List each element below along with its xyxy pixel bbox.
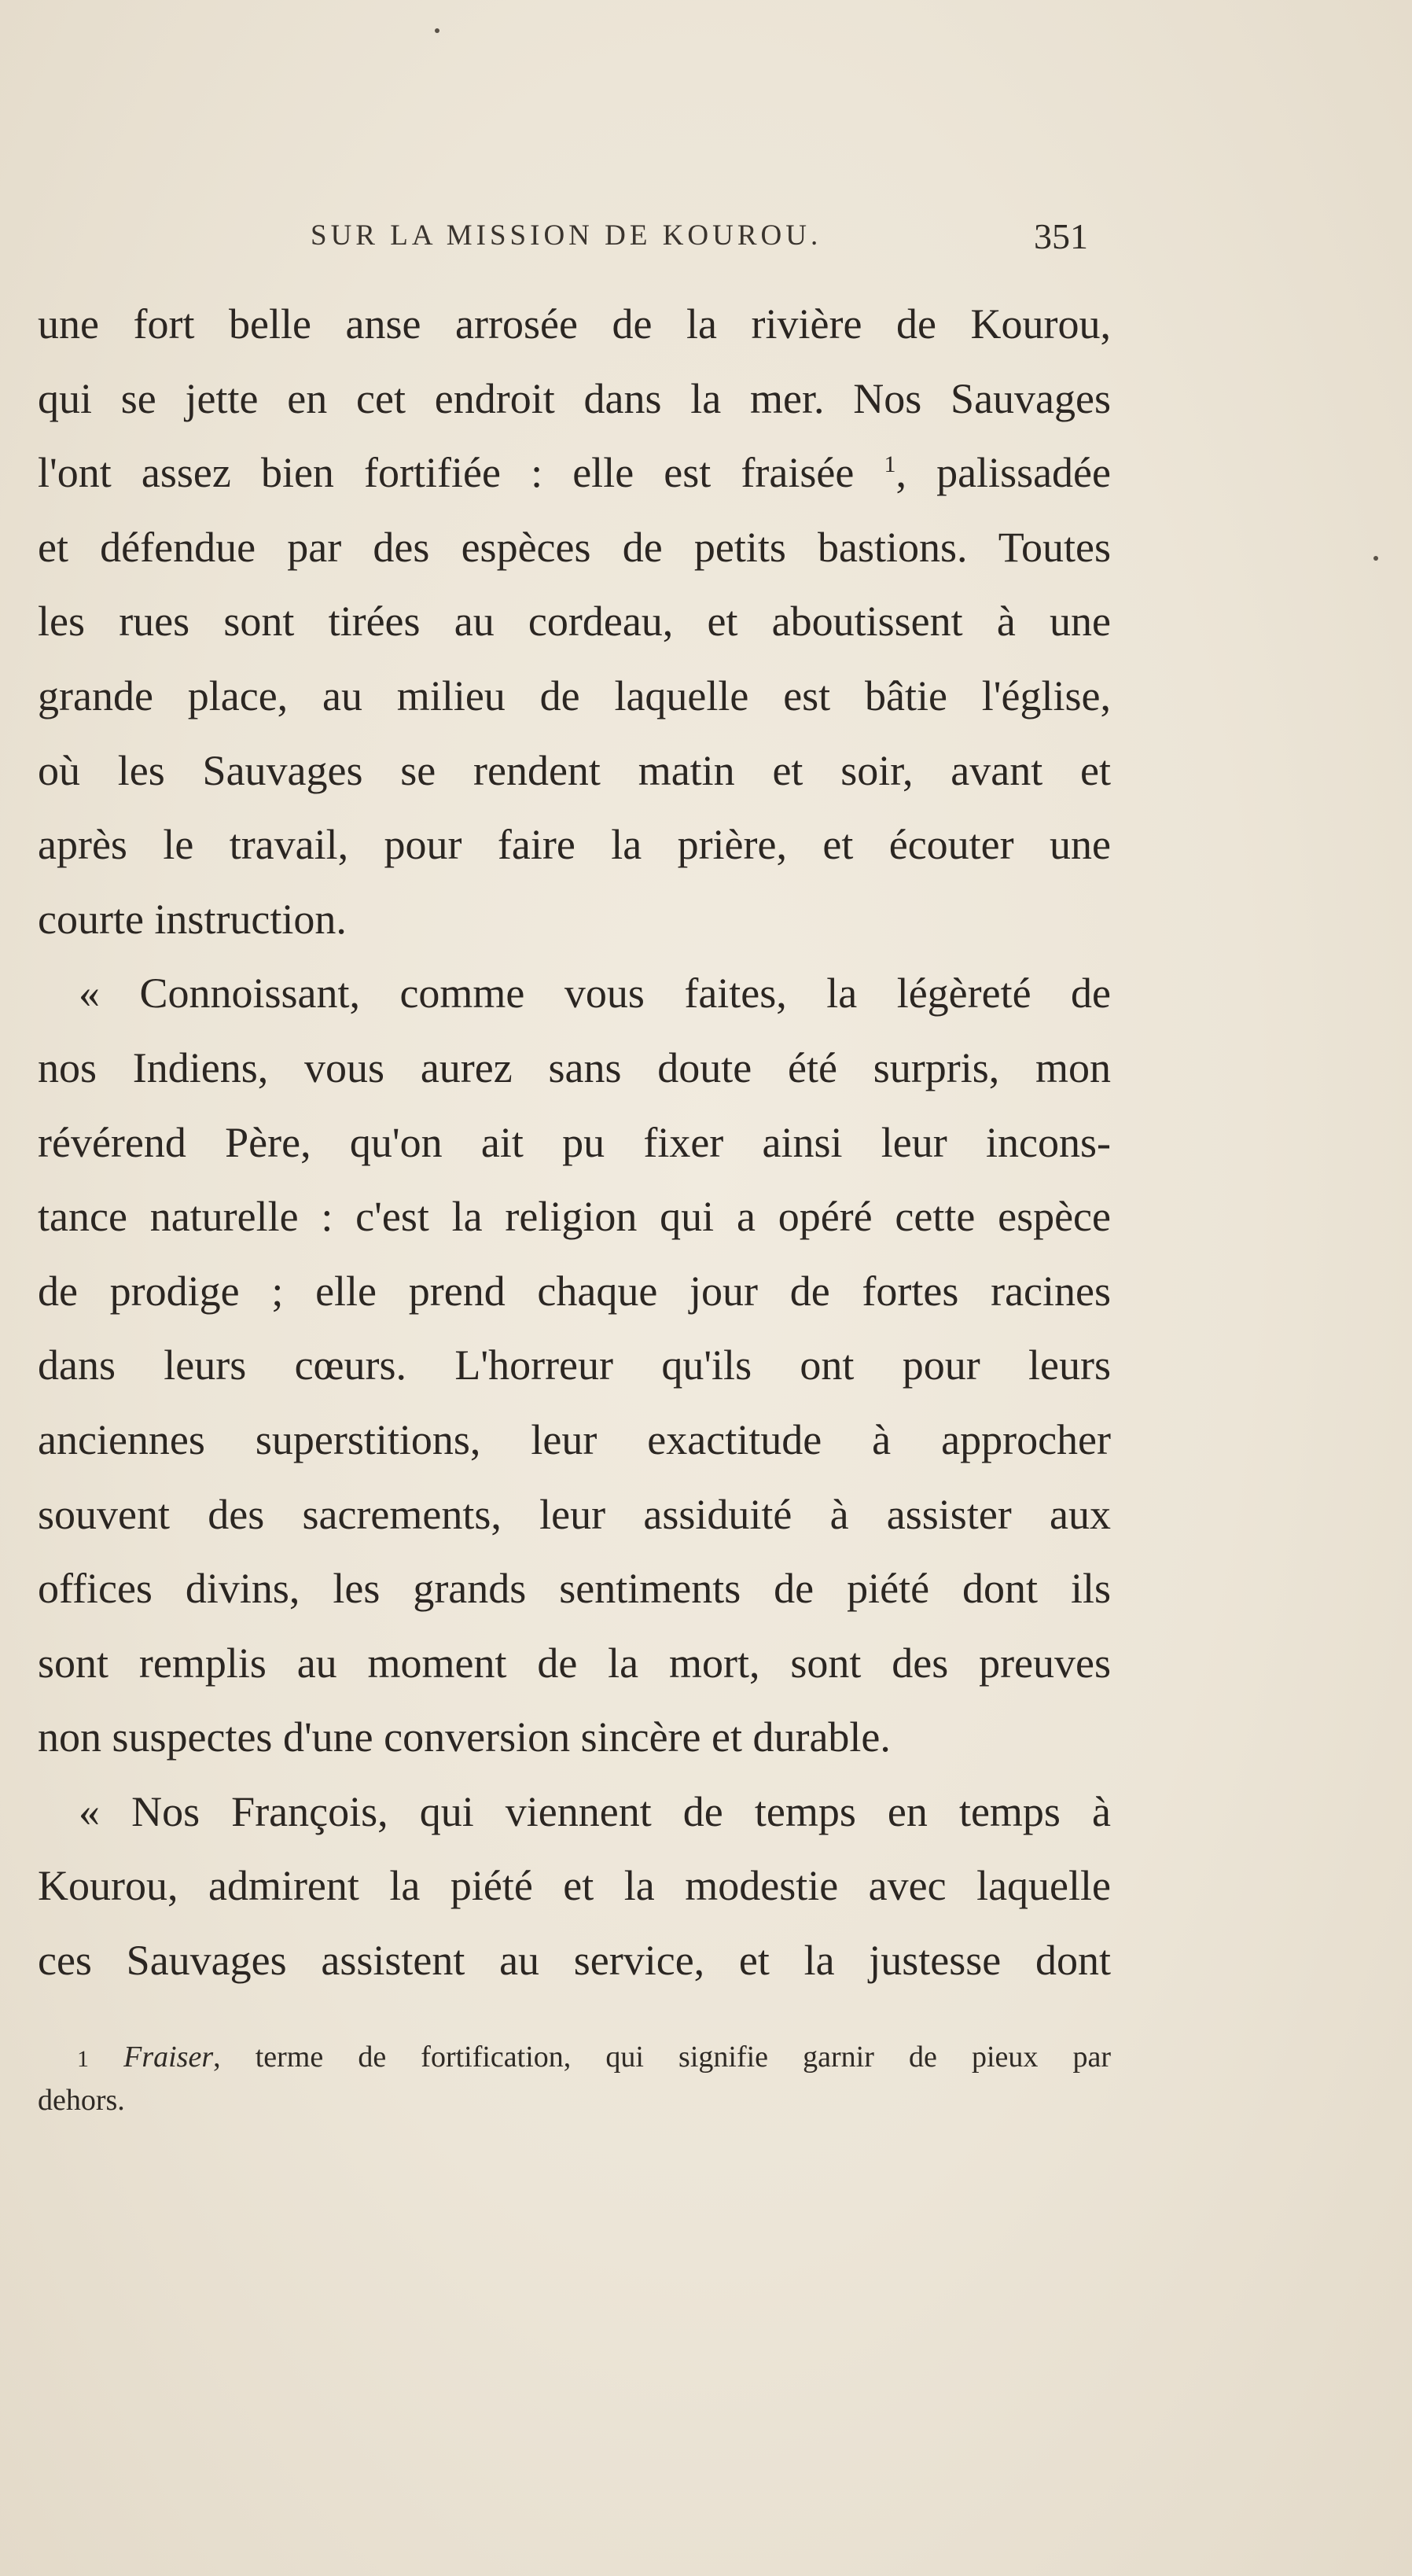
paragraph-start: « Connoissant, comme vous faites, la légèreté de bbox=[79, 970, 1111, 1018]
footnote-line: dehors. bbox=[38, 2084, 125, 2117]
text-line: ces Sauvages assistent au service, et la justesse dont bbox=[38, 1937, 1111, 1985]
text-line-part: , palissadée bbox=[895, 449, 1111, 497]
paper-speck bbox=[1373, 556, 1378, 561]
text-line: où les Sauvages se rendent matin et soir, avant et bbox=[38, 746, 1111, 794]
text-line: grande place, au milieu de laquelle est bâtie l'église, bbox=[38, 672, 1111, 719]
footnote bbox=[38, 2037, 1111, 2121]
footnote-text: , terme de fortification, qui signifie garnir de pieux par bbox=[213, 2041, 1111, 2074]
text-line: sont remplis au moment de la mort, sont des preuves bbox=[38, 1639, 1111, 1687]
footnote-line bbox=[38, 2037, 1111, 2080]
text-line: Kourou, admirent la piété et la modestie avec laquelle bbox=[38, 1862, 1111, 1910]
text-line: dans leurs cœurs. L'horreur qu'ils ont pour leurs bbox=[38, 1341, 1111, 1389]
text-line: et défendue par des espèces de petits bastions. Toutes bbox=[38, 523, 1111, 571]
body-text bbox=[38, 287, 1111, 1998]
text-line: après le travail, pour faire la prière, et écouter une bbox=[38, 821, 1111, 869]
text-line: une fort belle anse arrosée de la rivière de Kourou, bbox=[38, 300, 1111, 348]
footnote-term: Fraiser bbox=[123, 2041, 214, 2074]
page-header bbox=[0, 216, 1412, 266]
paper-speck bbox=[435, 28, 439, 33]
running-title: SUR LA MISSION DE KOUROU. bbox=[311, 219, 822, 252]
footnote-number: 1 bbox=[77, 2046, 89, 2072]
text-line: nos Indiens, vous aurez sans doute été surpris, mon bbox=[38, 1043, 1111, 1091]
text-line: de prodige ; elle prend chaque jour de fortes racines bbox=[38, 1267, 1111, 1315]
text-line: courte instruction. bbox=[38, 895, 347, 943]
text-line-with-footnote bbox=[38, 436, 1111, 510]
text-line: anciennes superstitions, leur exactitude à approcher bbox=[38, 1415, 1111, 1463]
page-number: 351 bbox=[1034, 216, 1088, 256]
footnote-marker: 1 bbox=[884, 451, 896, 478]
text-line-part: l'ont assez bien fortifiée : elle est fraisée bbox=[38, 449, 855, 497]
text-line: souvent des sacrements, leur assiduité à assister aux bbox=[38, 1490, 1111, 1538]
text-line: qui se jette en cet endroit dans la mer. Nos Sauvages bbox=[38, 374, 1111, 422]
text-line: tance naturelle : c'est la religion qui a opéré cette espèce bbox=[38, 1193, 1111, 1241]
text-line: les rues sont tirées au cordeau, et aboutissent à une bbox=[38, 598, 1111, 646]
text-line: offices divins, les grands sentiments de piété dont ils bbox=[38, 1565, 1111, 1613]
paragraph-start: « Nos François, qui viennent de temps en temps à bbox=[79, 1787, 1111, 1835]
text-line: non suspectes d'une conversion sincère et durable. bbox=[38, 1713, 891, 1761]
text-line: révérend Père, qu'on ait pu fixer ainsi leur incons- bbox=[38, 1118, 1111, 1166]
